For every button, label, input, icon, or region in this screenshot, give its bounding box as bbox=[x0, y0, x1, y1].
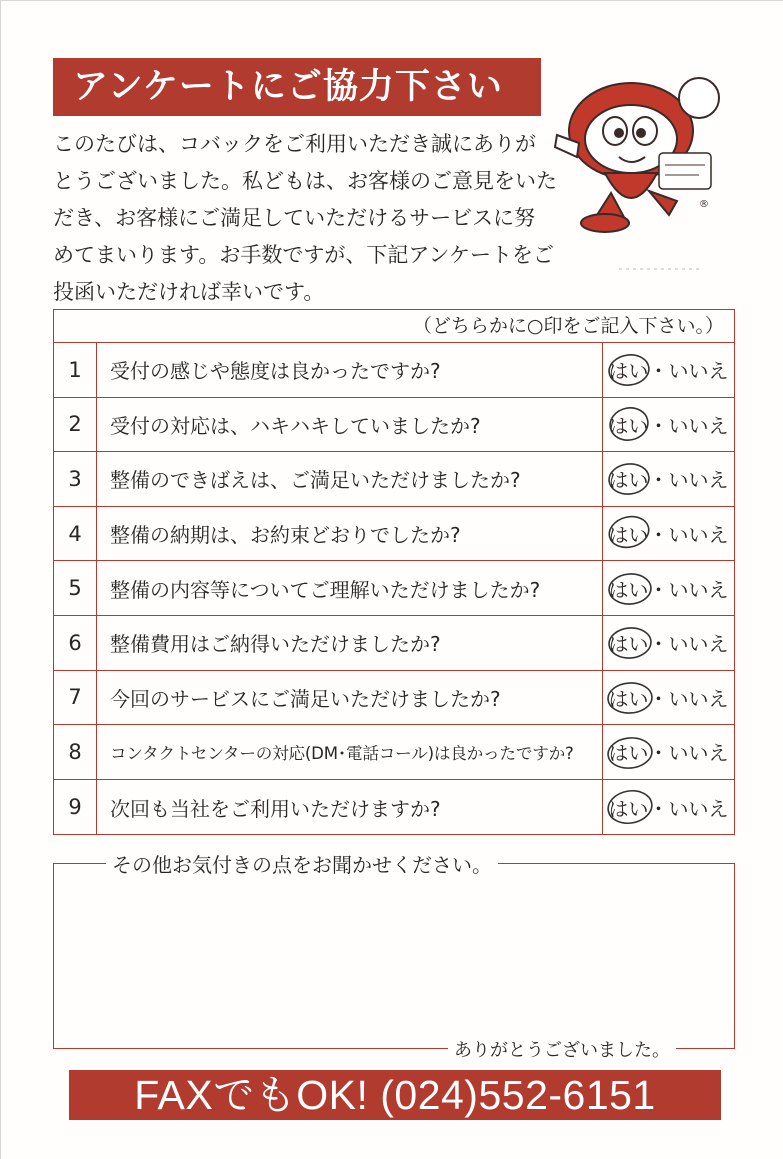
handwritten-circle-icon bbox=[605, 349, 657, 391]
intro-line: 投函いただければ幸いです。 bbox=[53, 280, 325, 304]
registered-mark: ® bbox=[699, 199, 709, 210]
table-row bbox=[54, 616, 734, 671]
question-number: 3 bbox=[54, 452, 97, 506]
answer-separator: ・ bbox=[648, 523, 669, 548]
answer-choice[interactable] bbox=[602, 398, 734, 452]
comments-label: その他お気付きの点をお聞かせください。 bbox=[106, 849, 498, 878]
answer-choice[interactable] bbox=[602, 561, 734, 615]
handwritten-circle-icon bbox=[605, 513, 657, 555]
handwritten-circle-icon bbox=[605, 458, 657, 500]
handwritten-circle-icon bbox=[605, 404, 657, 446]
fax-banner: FAXでもOK! (024)552-6151 bbox=[69, 1070, 721, 1120]
answer-separator: ・ bbox=[648, 359, 669, 384]
answer-choice[interactable] bbox=[602, 507, 734, 561]
answer-yes[interactable]: はい bbox=[608, 632, 649, 657]
answer-yes[interactable]: はい bbox=[608, 796, 649, 821]
page-title: アンケートにご協力下さい bbox=[53, 58, 541, 116]
answer-yes[interactable]: はい bbox=[608, 686, 649, 711]
question-text: 整備の内容等についてご理解いただけましたか? bbox=[110, 577, 541, 602]
table-row bbox=[54, 398, 734, 453]
question-number: 8 bbox=[54, 725, 97, 779]
intro-line: めてまいります。お手数ですが、下記アンケートをご bbox=[53, 243, 555, 267]
answer-no[interactable]: いいえ bbox=[668, 523, 729, 548]
answer-choice[interactable] bbox=[602, 780, 734, 835]
answer-separator: ・ bbox=[648, 686, 669, 711]
question-text: 整備のできばえは、ご満足いただけましたか? bbox=[110, 468, 521, 493]
comments-box[interactable] bbox=[53, 853, 735, 1061]
question-text: 受付の対応は、ハキハキしていましたか? bbox=[110, 413, 481, 438]
answer-choice[interactable] bbox=[602, 671, 734, 725]
answer-separator: ・ bbox=[648, 577, 669, 602]
intro-text bbox=[53, 126, 557, 311]
survey-table bbox=[53, 309, 735, 835]
answer-no[interactable]: いいえ bbox=[668, 359, 729, 384]
answer-separator: ・ bbox=[648, 468, 669, 493]
intro-line: このたびは、コバックをご利用いただき誠にありが bbox=[53, 132, 536, 156]
answer-yes[interactable]: はい bbox=[608, 741, 649, 766]
handwritten-circle-icon bbox=[605, 622, 657, 664]
answer-yes[interactable]: はい bbox=[608, 577, 649, 602]
question-number: 2 bbox=[54, 398, 97, 452]
intro-line: だき、お客様にご満足していただけるサービスに努 bbox=[53, 206, 536, 230]
question-text: コンタクトセンターの対応(DM･電話コール)は良かったですか? bbox=[110, 743, 574, 763]
table-row bbox=[54, 452, 734, 507]
question-text: 整備費用はご納得いただけましたか? bbox=[110, 632, 441, 657]
question-number: 5 bbox=[54, 561, 97, 615]
thanks-text: ありがとうございました。 bbox=[448, 1036, 676, 1062]
question-number: 9 bbox=[54, 780, 97, 835]
survey-instruction: （どちらかに○印をご記入下さい。） bbox=[54, 310, 734, 343]
table-row bbox=[54, 725, 734, 780]
answer-separator: ・ bbox=[648, 741, 669, 766]
table-row bbox=[54, 507, 734, 562]
answer-no[interactable]: いいえ bbox=[668, 741, 729, 766]
answer-no[interactable]: いいえ bbox=[668, 686, 729, 711]
answer-separator: ・ bbox=[648, 413, 669, 438]
intro-line: とうございました。私どもは、お客様のご意見をいた bbox=[53, 169, 557, 193]
handwritten-circle-icon bbox=[605, 786, 657, 828]
answer-yes[interactable]: はい bbox=[608, 413, 649, 438]
table-row bbox=[54, 671, 734, 726]
answer-choice[interactable] bbox=[602, 725, 734, 779]
table-row bbox=[54, 343, 734, 398]
table-row bbox=[54, 780, 734, 835]
handwritten-circle-icon bbox=[605, 567, 657, 609]
answer-choice[interactable] bbox=[602, 343, 734, 397]
answer-separator: ・ bbox=[648, 796, 669, 821]
question-text: 今回のサービスにご満足いただけましたか? bbox=[110, 686, 501, 711]
question-number: 1 bbox=[54, 343, 97, 397]
answer-choice[interactable] bbox=[602, 452, 734, 506]
handwritten-circle-icon bbox=[605, 677, 657, 719]
answer-choice[interactable] bbox=[602, 616, 734, 670]
answer-no[interactable]: いいえ bbox=[668, 413, 729, 438]
question-text: 受付の感じや態度は良かったですか? bbox=[110, 359, 441, 384]
answer-yes[interactable]: はい bbox=[608, 523, 649, 548]
question-text: 整備の納期は、お約束どおりでしたか? bbox=[110, 523, 461, 548]
answer-yes[interactable]: はい bbox=[608, 359, 649, 384]
table-row bbox=[54, 561, 734, 616]
answer-no[interactable]: いいえ bbox=[668, 796, 729, 821]
question-number: 4 bbox=[54, 507, 97, 561]
answer-no[interactable]: いいえ bbox=[668, 577, 729, 602]
mascot-character-icon bbox=[549, 73, 739, 278]
question-number: 7 bbox=[54, 671, 97, 725]
answer-no[interactable]: いいえ bbox=[668, 468, 729, 493]
question-number: 6 bbox=[54, 616, 97, 670]
answer-separator: ・ bbox=[648, 632, 669, 657]
answer-yes[interactable]: はい bbox=[608, 468, 649, 493]
handwritten-circle-icon bbox=[605, 731, 657, 773]
answer-no[interactable]: いいえ bbox=[668, 632, 729, 657]
question-text: 次回も当社をご利用いただけますか? bbox=[110, 796, 441, 821]
